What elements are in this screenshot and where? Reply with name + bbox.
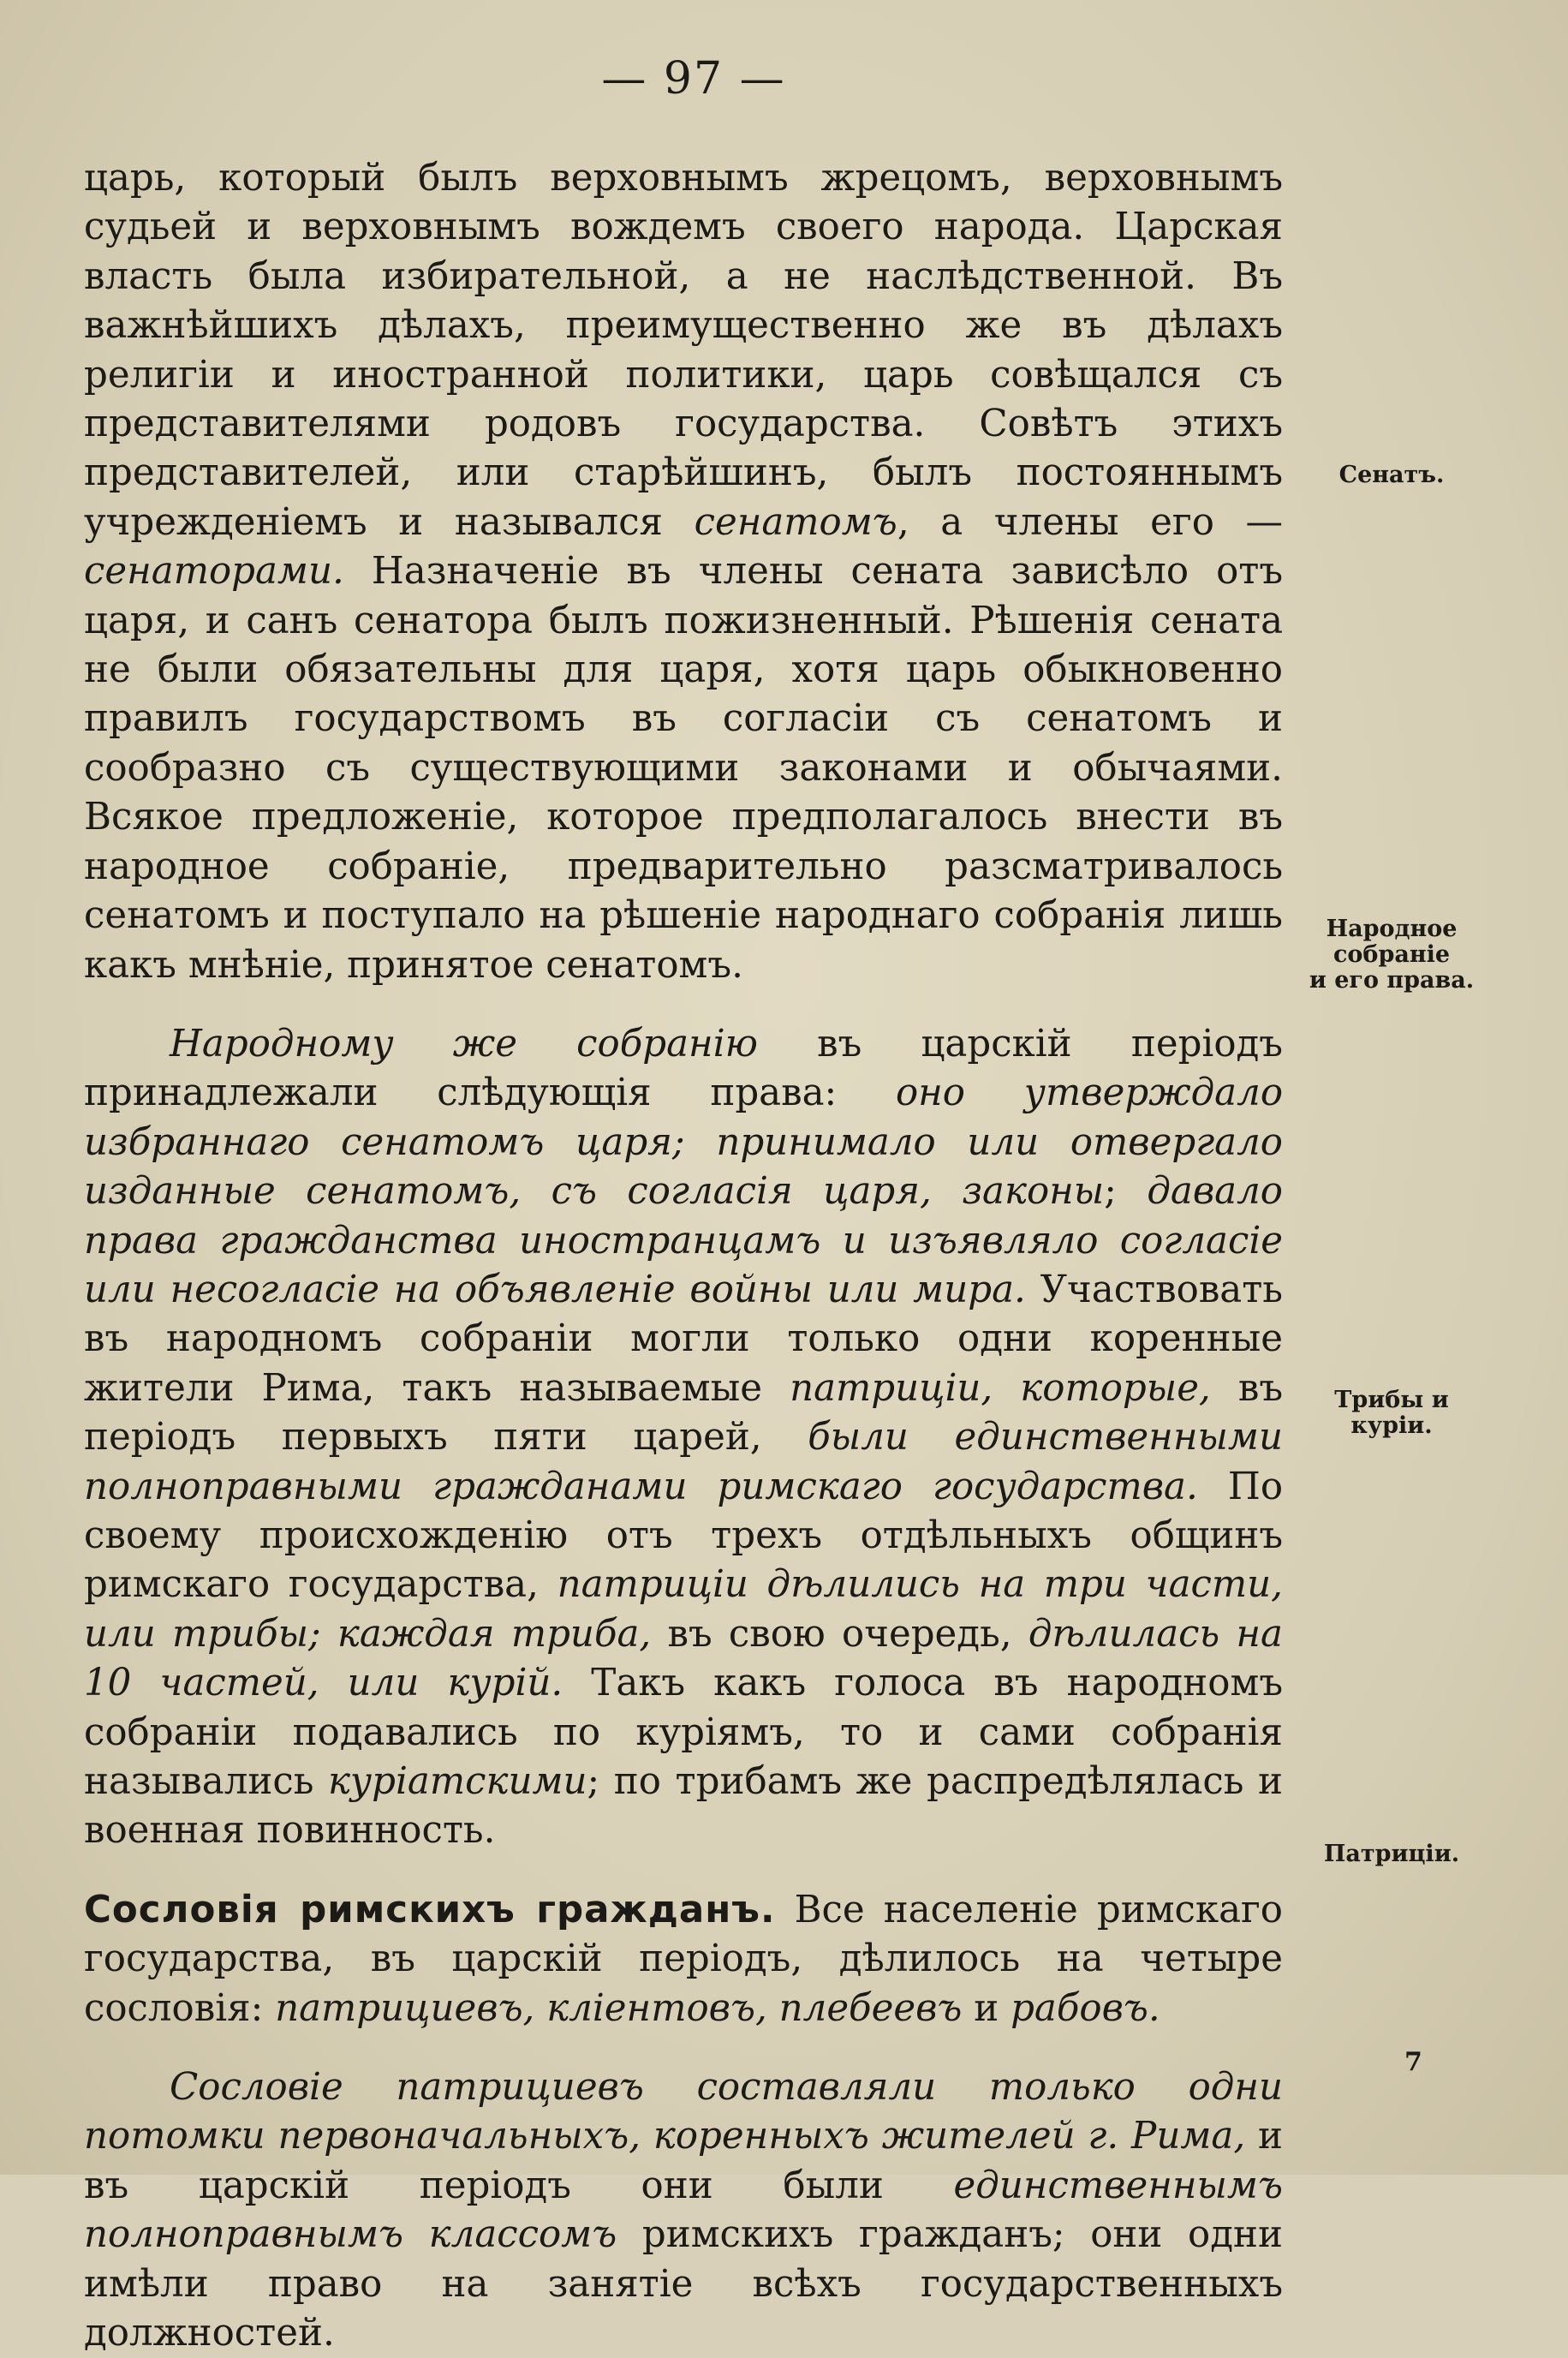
italic-run: дѣлилась на 10 частей, или курій. bbox=[84, 1612, 1283, 1705]
italic-run: патриціи дѣлились на три части, или трибы; каждая триба, bbox=[84, 1563, 1283, 1656]
italic-run: сенаторами. bbox=[84, 550, 344, 594]
text-run: Участвовать въ народномъ собраніи могли только одни коренные жители Рима, такъ называемые bbox=[84, 1268, 1283, 1410]
sidenote-assembly bbox=[1293, 916, 1490, 994]
italic-run: патриціи, которые, bbox=[790, 1366, 1211, 1410]
page-number: — 97 — bbox=[601, 53, 786, 104]
italic-run: единственнымъ полноправнымъ классомъ bbox=[84, 2164, 1283, 2257]
paragraph-senate bbox=[84, 154, 1283, 990]
text-run: , а члены его — bbox=[897, 500, 1283, 544]
sidenote-line: и его права. bbox=[1309, 967, 1475, 994]
italic-run: оно утверждало избраннаго сенатомъ царя; принимало или отвергало изданные сенатомъ, съ согласія царя, законы bbox=[84, 1072, 1284, 1214]
paragraph-patricians bbox=[84, 2063, 1283, 2358]
text-run: ; bbox=[1104, 1170, 1148, 1214]
sidenote-line: Патриціи. bbox=[1323, 1841, 1460, 1867]
text-run: и bbox=[962, 1986, 1011, 2030]
text-run: ; по трибамъ же распредѣлялась и военная повинность. bbox=[84, 1760, 1283, 1853]
italic-run: патрициевъ, кліентовъ, плебеевъ bbox=[275, 1986, 963, 2030]
text-run: римскихъ гражданъ; они одни имѣли право на занятіе всѣхъ государственныхъ должностей. bbox=[84, 2213, 1283, 2355]
italic-run: давало права гражданства иностранцамъ и изъявляло согласіе или несогласіе на объявленіе войны или мира. bbox=[84, 1170, 1283, 1311]
text-run: въ свою очередь, bbox=[651, 1612, 1028, 1656]
text-run: царь, который былъ верховнымъ жрецомъ, верховнымъ судьей и верховнымъ вождемъ своего народа. Царская власть была избирательной, а не наслѣдственной. Въ важнѣйшихъ дѣлахъ, преимущественно же въ дѣлахъ религіи и иностранной политики, царь совѣщался съ представителями родовъ государства. Совѣтъ этихъ представителей, или старѣйшинъ, былъ постояннымъ учрежденіемъ и назывался bbox=[84, 157, 1283, 544]
text-run: Все населеніе римскаго государства, въ царскій періодъ, дѣлилось на четыре сословія: bbox=[84, 1888, 1283, 2030]
sidenote-patricians bbox=[1293, 1842, 1490, 1867]
text-run: По своему происхожденію отъ трехъ отдѣльныхъ общинъ римскаго государства, bbox=[84, 1465, 1284, 1607]
sidenote-senate bbox=[1293, 463, 1490, 488]
sidenote-line: куріи. bbox=[1350, 1412, 1433, 1439]
signature-mark: 7 bbox=[1404, 2047, 1422, 2077]
sidenote-line: Трибы и bbox=[1334, 1387, 1449, 1413]
text-run: въ царскій періодъ принадлежали слѣдующія права: bbox=[84, 1022, 1283, 1115]
text-run: Назначеніе въ члены сената зависѣло отъ царя, и санъ сенатора былъ пожизненный. Рѣшенія сената не были обязательны для царя, хотя царь обыкновенно правилъ государствомъ въ согласіи съ сенатомъ и сообразно съ существующими законами и обычаями. Всякое предложеніе, которое предполагалось внести въ народное собраніе, предварительно разсматривалось сенатомъ и поступало на рѣшеніе народнаго собранія лишь какъ мнѣніе, принятое сенатомъ. bbox=[84, 550, 1283, 987]
italic-run: рабовъ. bbox=[1011, 1986, 1160, 2030]
italic-run: сенатомъ bbox=[694, 500, 897, 544]
section-heading: Сословія римскихъ гражданъ. bbox=[84, 1888, 776, 1931]
italic-run: были единственными полноправными гражданами римскаго государства. bbox=[84, 1416, 1283, 1508]
sidenote-line: собраніе bbox=[1333, 941, 1451, 968]
sidenote-tribes bbox=[1293, 1388, 1490, 1439]
paragraph-estates bbox=[84, 1886, 1283, 2033]
italic-run: Народному же собранію bbox=[170, 1022, 758, 1066]
sidenote-line: Сенатъ. bbox=[1338, 462, 1445, 488]
paragraph-assembly bbox=[84, 1020, 1283, 1856]
text-run: и въ царскій періодъ они были bbox=[84, 2115, 1283, 2207]
italic-run: куріатскими bbox=[327, 1760, 587, 1803]
text-run: въ періодъ первыхъ пяти царей, bbox=[84, 1366, 1283, 1460]
sidenote-line: Народное bbox=[1326, 916, 1458, 942]
italic-run: Сословіе патрициевъ составляли только одни потомки первоначальныхъ, коренныхъ жителей г. Рима, bbox=[84, 2066, 1283, 2158]
text-run: Такъ какъ голоса въ народномъ собраніи подавались по куріямъ, то и сами собранія назывались bbox=[84, 1662, 1284, 1803]
body-text bbox=[84, 154, 1283, 2358]
